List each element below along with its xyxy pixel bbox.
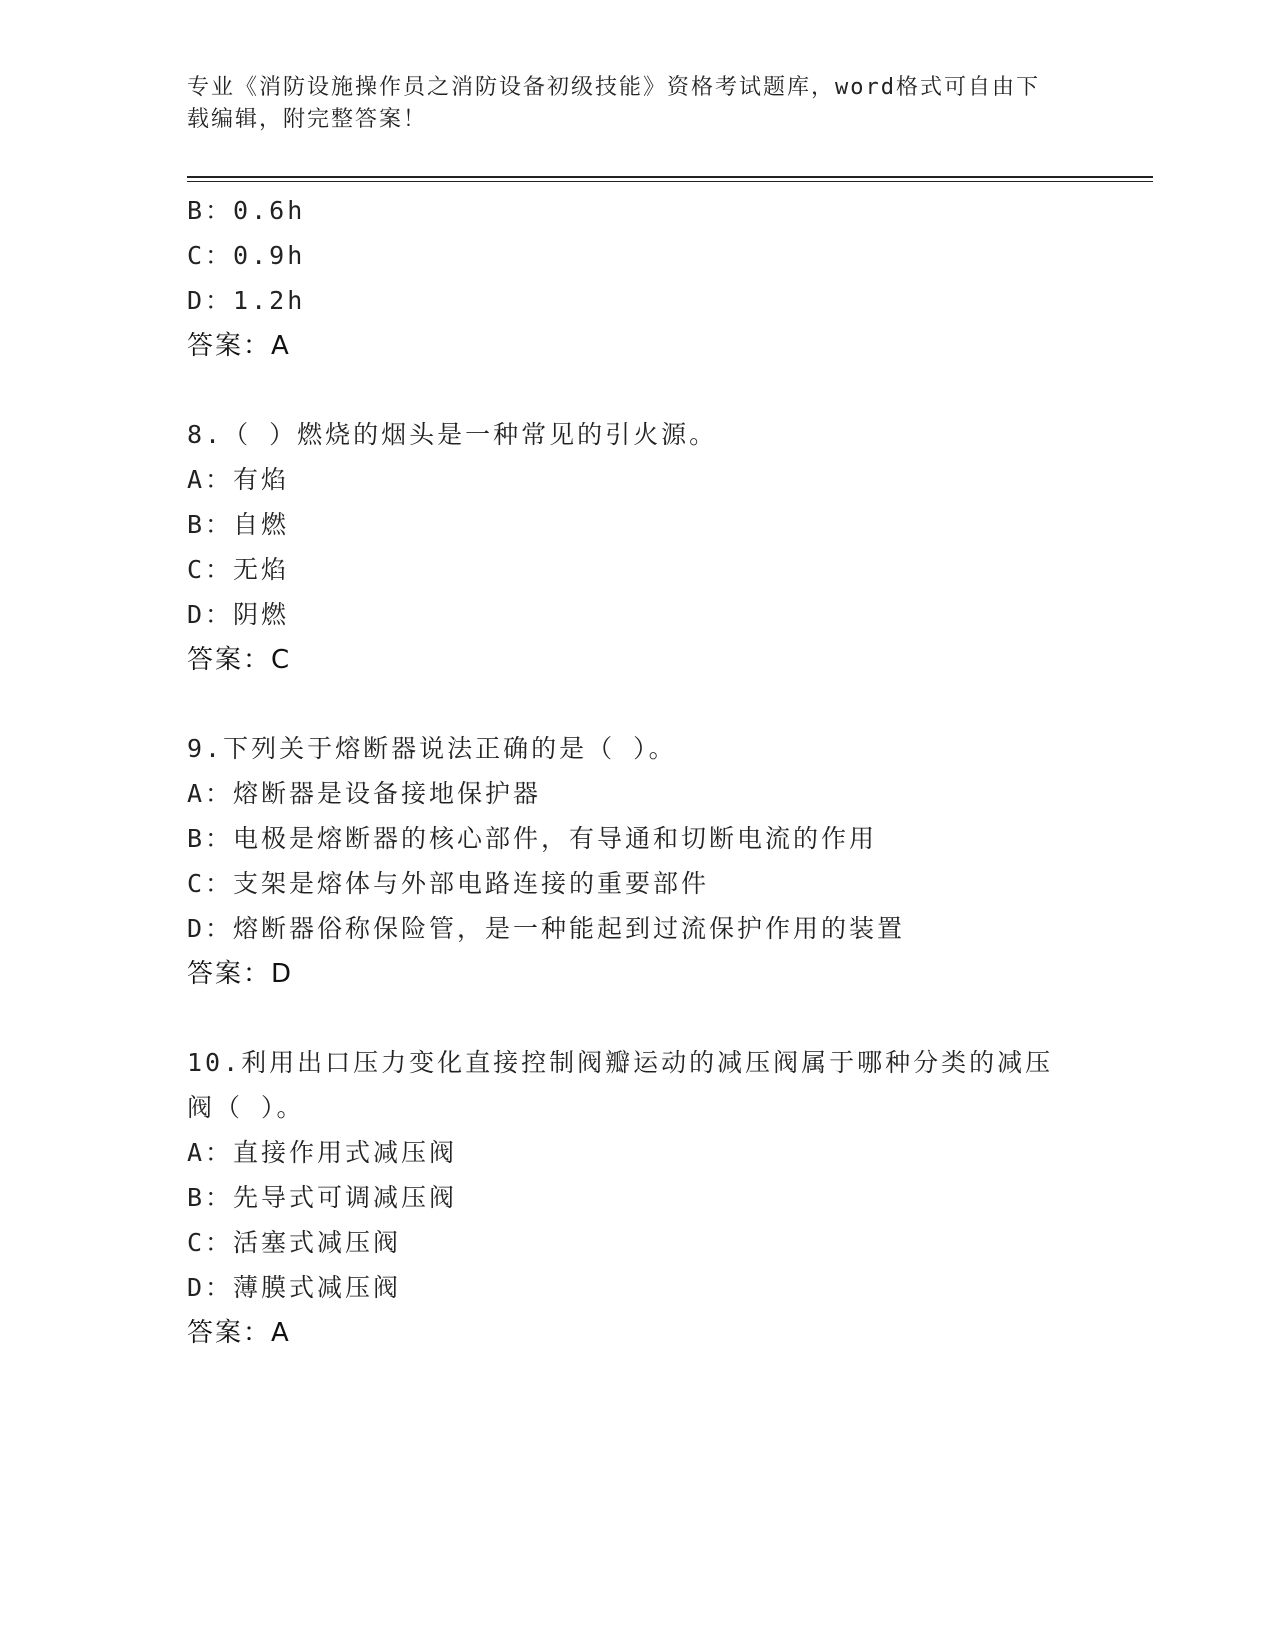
- question-10-option-c: C：活塞式减压阀: [187, 1228, 402, 1257]
- header-divider-thick: [187, 176, 1153, 178]
- question-9-option-b: B：电极是熔断器的核心部件，有导通和切断电流的作用: [187, 824, 878, 853]
- prev-question-option-b: B：0.6h: [187, 196, 306, 225]
- header-line-1: 专业《消防设施操作员之消防设备初级技能》资格考试题库，word格式可自由下: [187, 75, 1040, 100]
- question-8-stem: 8.（ ）燃烧的烟头是一种常见的引火源。: [187, 420, 718, 449]
- question-8-option-d: D：阴燃: [187, 600, 290, 629]
- question-9-answer: 答案：D: [187, 959, 294, 989]
- question-10-stem-line-1: 10.利用出口压力变化直接控制阀瓣运动的减压阀属于哪种分类的减压: [187, 1048, 1054, 1077]
- header-line-2: 载编辑，附完整答案！: [187, 107, 428, 132]
- document-header: [187, 72, 1087, 136]
- prev-question-option-d: D：1.2h: [187, 286, 306, 315]
- header-divider-thin: [187, 181, 1153, 182]
- question-10-option-b: B：先导式可调减压阀: [187, 1183, 458, 1212]
- question-9-option-a: A：熔断器是设备接地保护器: [187, 779, 542, 808]
- question-10-answer: 答案：A: [187, 1318, 291, 1348]
- prev-question-answer: 答案：A: [187, 331, 291, 361]
- question-8-answer: 答案：C: [187, 645, 292, 675]
- question-8-option-a: A：有焰: [187, 465, 290, 494]
- question-10-option-d: D：薄膜式减压阀: [187, 1273, 402, 1302]
- question-9-option-d: D：熔断器俗称保险管，是一种能起到过流保护作用的装置: [187, 914, 906, 943]
- question-10-stem-line-2: 阀（ ）。: [187, 1093, 305, 1122]
- question-8-option-b: B：自燃: [187, 510, 290, 539]
- question-8-option-c: C：无焰: [187, 555, 290, 584]
- question-9-option-c: C：支架是熔体与外部电路连接的重要部件: [187, 869, 710, 898]
- question-10-option-a: A：直接作用式减压阀: [187, 1138, 458, 1167]
- prev-question-option-c: C：0.9h: [187, 241, 306, 270]
- question-9-stem: 9.下列关于熔断器说法正确的是（ ）。: [187, 734, 677, 763]
